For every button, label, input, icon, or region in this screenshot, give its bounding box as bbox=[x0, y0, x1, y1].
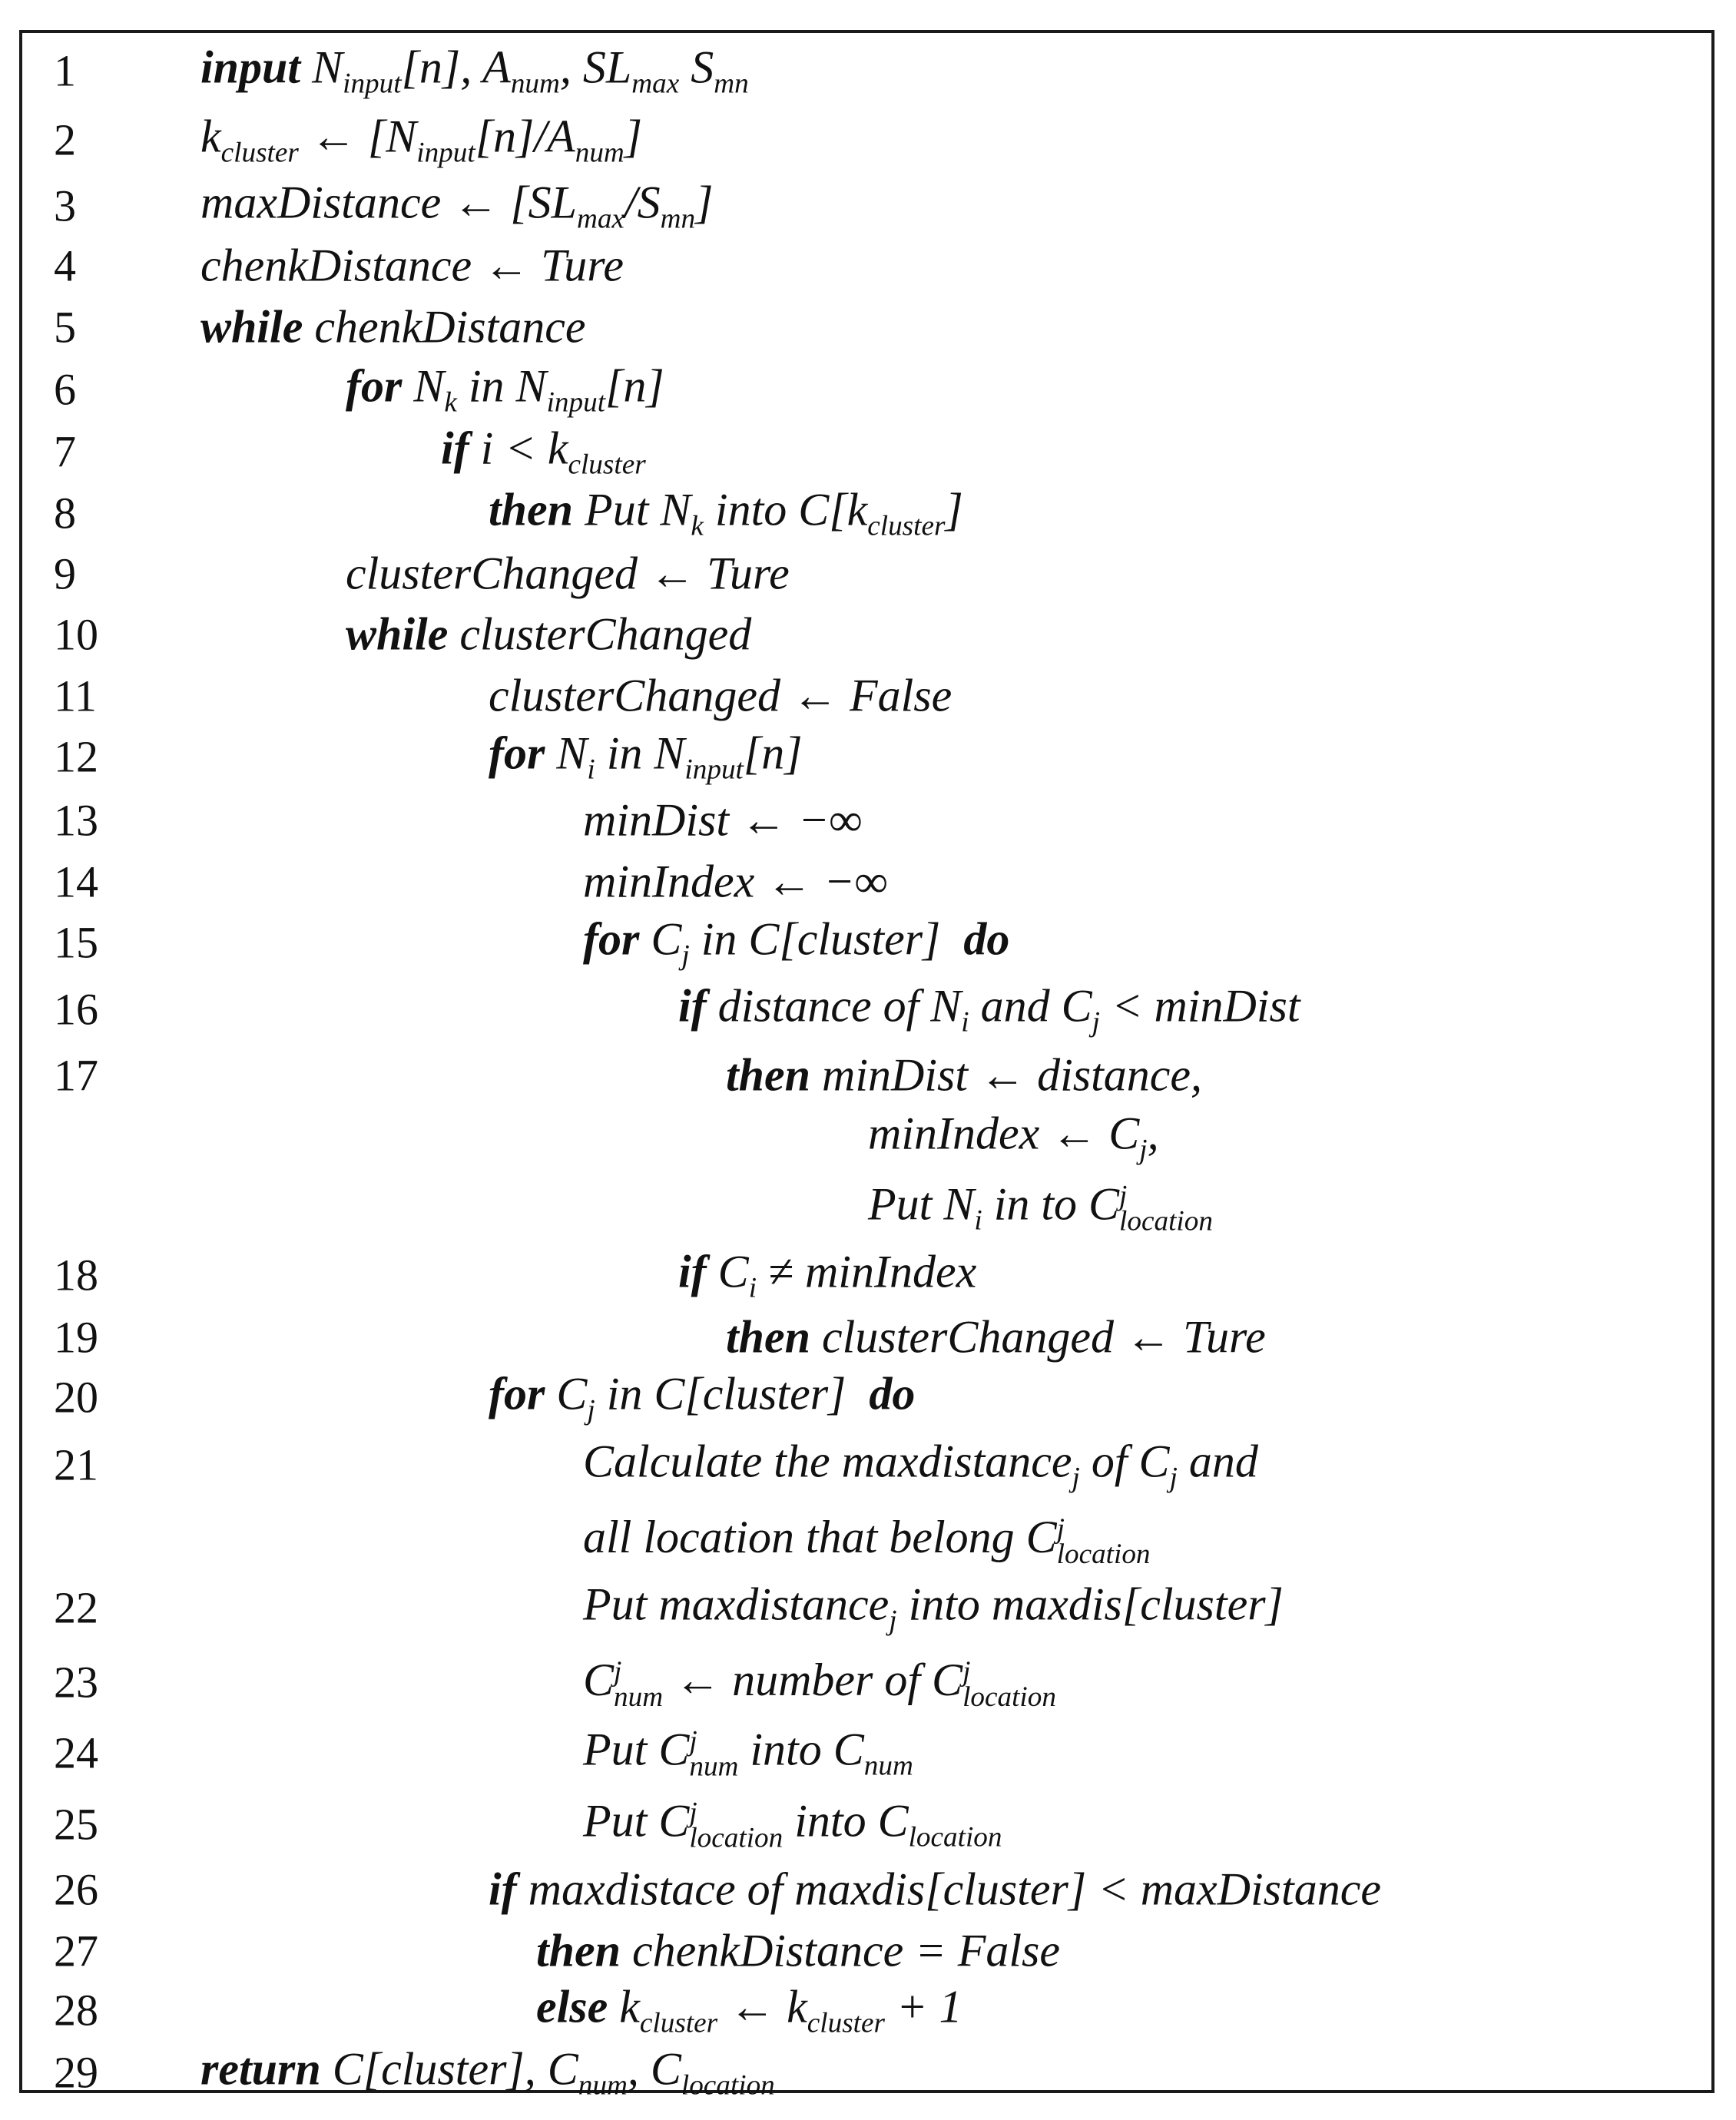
code-text: $C_j$ in C[cluster] bbox=[545, 1368, 846, 1426]
line-number: 23 bbox=[54, 1657, 98, 1708]
code-line bbox=[200, 41, 749, 101]
code-line bbox=[583, 1578, 1284, 1638]
code-line bbox=[200, 2043, 775, 2102]
code-line bbox=[346, 548, 790, 601]
line-number: 26 bbox=[54, 1864, 98, 1915]
code-text: clusterChanged bbox=[448, 608, 752, 660]
code-text: maxDistance ← $[SL_{max}/S_{mn}]$ bbox=[200, 177, 714, 235]
keyword: while bbox=[346, 608, 449, 660]
keyword: for bbox=[583, 913, 640, 965]
line-number: 3 bbox=[54, 181, 76, 231]
line-number: 9 bbox=[54, 548, 76, 599]
code-line bbox=[489, 1368, 915, 1427]
code-line bbox=[536, 1925, 1060, 1978]
code-line bbox=[726, 1311, 1266, 1364]
line-number: 27 bbox=[54, 1926, 98, 1976]
line-number: 4 bbox=[54, 240, 76, 291]
line-number: 25 bbox=[54, 1799, 98, 1850]
code-line bbox=[678, 980, 1300, 1039]
line-number: 7 bbox=[54, 426, 76, 477]
code-line bbox=[583, 1436, 1258, 1495]
line-number: 21 bbox=[54, 1439, 98, 1490]
keyword: for bbox=[489, 727, 545, 779]
line-number: 29 bbox=[54, 2047, 98, 2098]
code-line bbox=[868, 1108, 1159, 1167]
line-number: 15 bbox=[54, 917, 98, 968]
code-text: $N_k$ in $N_{input}[n]$ bbox=[402, 360, 664, 419]
keyword: then bbox=[726, 1311, 811, 1363]
keyword: for bbox=[489, 1368, 545, 1419]
code-line bbox=[489, 727, 803, 787]
code-line bbox=[489, 1863, 1381, 1916]
keyword: if bbox=[489, 1863, 517, 1915]
keyword: if bbox=[678, 1246, 707, 1297]
code-line bbox=[868, 1178, 1213, 1237]
line-number: 22 bbox=[54, 1582, 98, 1633]
code-text: chenkDistance ← Ture bbox=[200, 240, 624, 291]
code-line bbox=[583, 1724, 913, 1783]
line-number: 18 bbox=[54, 1250, 98, 1300]
code-text: minDist ← −∞ bbox=[583, 794, 863, 846]
code-line bbox=[583, 1795, 1002, 1854]
line-number: 13 bbox=[54, 795, 98, 846]
line-number: 17 bbox=[54, 1050, 98, 1101]
code-text: Put maxdistance$_j$ into maxdis[cluster] bbox=[583, 1578, 1284, 1637]
code-line bbox=[346, 608, 751, 661]
line-number: 1 bbox=[54, 45, 76, 96]
keyword: for bbox=[346, 360, 403, 412]
code-line bbox=[583, 856, 888, 909]
code-text: clusterChanged ← Ture bbox=[346, 548, 790, 599]
keyword: else bbox=[536, 1981, 608, 2032]
line-number: 12 bbox=[54, 731, 98, 782]
code-text: $k_{cluster}$ ← $[N_{input}[n]/A_{num}]$ bbox=[200, 111, 643, 169]
keyword: return bbox=[200, 2043, 321, 2095]
code-text: distance of $N_i$ and $C_j$ < minDist bbox=[706, 980, 1300, 1038]
code-line bbox=[346, 360, 664, 419]
code-text: Put $N_i$ in to C j location bbox=[868, 1178, 1213, 1237]
keyword: then bbox=[536, 1925, 621, 1976]
code-line bbox=[489, 670, 952, 723]
code-line bbox=[678, 1246, 976, 1305]
line-number: 8 bbox=[54, 488, 76, 538]
code-text: $N_i$ in $N_{input}[n]$ bbox=[545, 727, 803, 786]
keyword: if bbox=[441, 422, 469, 474]
code-line bbox=[200, 240, 624, 293]
code-line bbox=[200, 177, 713, 236]
code-text: chenkDistance = False bbox=[621, 1925, 1061, 1976]
keyword: do bbox=[963, 913, 1010, 965]
code-line bbox=[583, 794, 862, 847]
code-text: maxdistace of maxdis[cluster] < maxDistance bbox=[516, 1863, 1381, 1915]
line-number: 11 bbox=[54, 671, 97, 721]
code-text: clusterChanged ← False bbox=[489, 670, 952, 721]
keyword: if bbox=[678, 980, 707, 1032]
line-number: 19 bbox=[54, 1312, 98, 1363]
code-line bbox=[583, 1511, 1151, 1571]
code-line bbox=[489, 484, 963, 543]
keyword: while bbox=[200, 301, 303, 353]
code-text: $C_i$ ≠ minIndex bbox=[706, 1246, 977, 1304]
code-line bbox=[200, 301, 586, 354]
line-number: 2 bbox=[54, 114, 76, 165]
line-number: 5 bbox=[54, 302, 76, 353]
line-number: 28 bbox=[54, 1985, 98, 2036]
line-number: 16 bbox=[54, 984, 98, 1035]
code-text: chenkDistance bbox=[303, 301, 586, 353]
keyword: do bbox=[869, 1368, 916, 1419]
line-number: 24 bbox=[54, 1727, 98, 1778]
code-text: minDist ← distance, bbox=[810, 1049, 1203, 1101]
code-text: $N_{input}[n]$, $A_{num}$, $SL_{max}$ $S_{mn}$ bbox=[300, 41, 749, 100]
code-text: C[cluster], $C_{num}$, $C_{location}$ bbox=[320, 2043, 775, 2102]
line-number: 6 bbox=[54, 364, 76, 415]
line-number: 20 bbox=[54, 1372, 98, 1423]
keyword: input bbox=[200, 41, 301, 93]
keyword: then bbox=[726, 1049, 811, 1101]
code-text: $i < k_{cluster}$ bbox=[469, 422, 646, 481]
code-text: Put C j num into $C_{num}$ bbox=[583, 1724, 913, 1783]
code-line bbox=[200, 111, 642, 170]
code-text: minIndex ← $C_j$, bbox=[868, 1108, 1159, 1166]
code-line bbox=[583, 1654, 1056, 1714]
keyword: then bbox=[489, 484, 574, 535]
code-text: Put C j location into $C_{location}$ bbox=[583, 1795, 1002, 1854]
code-text: Calculate the maxdistance$_j$ of $C_j$ and bbox=[583, 1436, 1258, 1494]
line-number: 14 bbox=[54, 856, 98, 907]
code-text: clusterChanged ← Ture bbox=[810, 1311, 1266, 1363]
code-text: $C_j$ in C[cluster] bbox=[639, 913, 941, 972]
code-text: $k_{cluster}$ ← $k_{cluster} + 1$ bbox=[608, 1981, 962, 2039]
code-line bbox=[441, 422, 646, 482]
code-text: Put $N_k$ into $C[k_{cluster}]$ bbox=[573, 484, 963, 542]
code-text: all location that belong C j location bbox=[583, 1512, 1151, 1571]
code-text: C j num ← number of C j location bbox=[583, 1655, 1056, 1714]
code-line bbox=[583, 913, 1009, 972]
code-line bbox=[536, 1981, 962, 2040]
code-text: minIndex ← −∞ bbox=[583, 856, 888, 907]
line-number: 10 bbox=[54, 609, 98, 660]
code-line bbox=[726, 1049, 1202, 1102]
